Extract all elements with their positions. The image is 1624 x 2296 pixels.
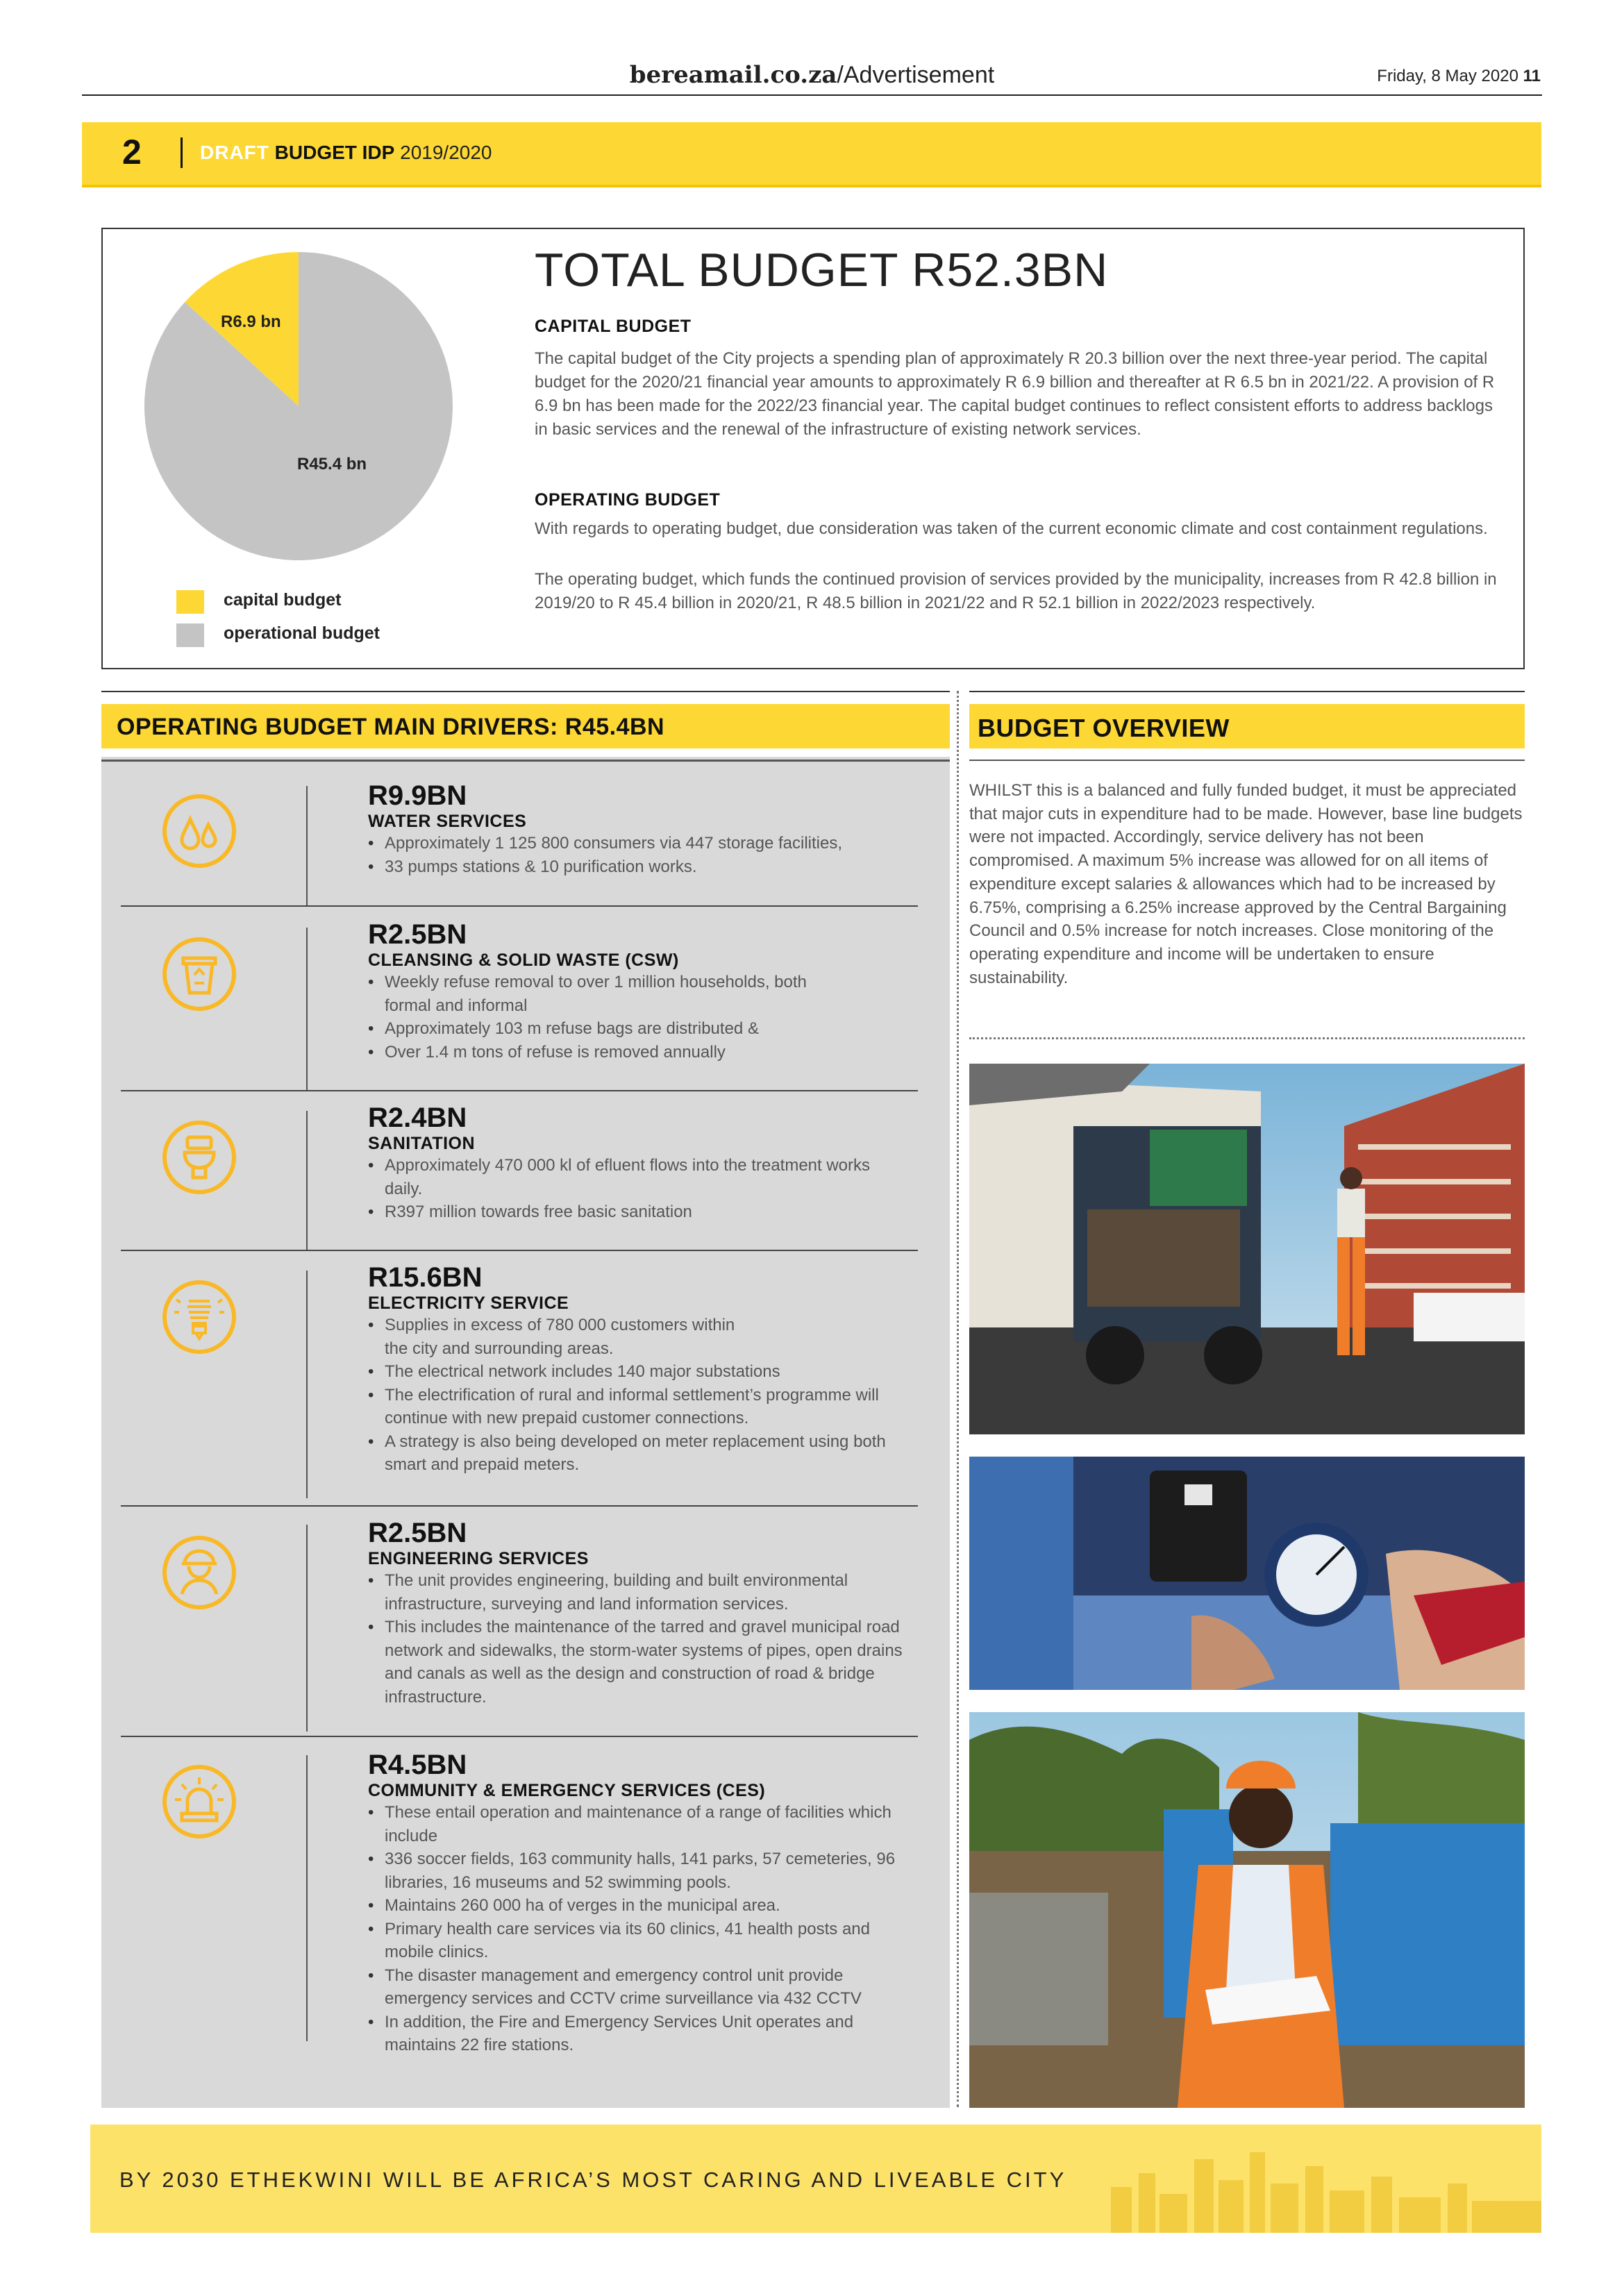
driver-bullets: [368, 971, 854, 1064]
masthead-site[interactable]: bereamail.co.za: [629, 61, 837, 89]
driver-bullet: • 33 pumps stations & 10 purification works.: [368, 855, 916, 879]
overview-heading: BUDGET OVERVIEW: [978, 714, 1230, 742]
masthead-date: Friday, 8 May 2020: [1377, 67, 1518, 85]
operating-budget-heading: OPERATING BUDGET: [535, 490, 721, 510]
driver-amount: R2.5BN: [368, 1518, 467, 1548]
legend-label-operational: operational budget: [224, 623, 380, 643]
band-year: 2019/2020: [400, 142, 492, 163]
band-budget-idp: BUDGET IDP: [274, 142, 395, 163]
driver-bullet: • Primary health care services via its 60 clinics, 41 health posts and mobile clinics.: [368, 1918, 916, 1964]
driver-bullet: • The unit provides engineering, building and built environmental infrastructure, surveying and land information services.: [368, 1569, 916, 1616]
drivers-vline-5: [306, 1525, 308, 1732]
drivers-heading-rule: [101, 760, 950, 762]
driver-bullet: • The electrification of rural and informal settlement’s programme will continue with new prepaid customer connections.: [368, 1384, 923, 1430]
drivers-heading: OPERATING BUDGET MAIN DRIVERS: R45.4BN: [117, 714, 665, 740]
toilet-icon: [161, 1119, 237, 1196]
masthead-section: /Advertisement: [837, 62, 995, 88]
skyline-graphic: [1055, 2125, 1541, 2233]
driver-amount: R2.5BN: [368, 919, 467, 950]
driver-bullet: • The disaster management and emergency control unit provide emergency services and CCTV crime surveillance via 432 CCTV: [368, 1964, 916, 2011]
operating-budget-text-2: The operating budget, which funds the continued provision of services provided by the municipality, increases from R 42.8 billion in 2019/20 to R 45.4 billion in 2020/21, R 48.5 billion in 2021/22 and R 52.1 billion in 2022/2023 respectively.: [535, 570, 1497, 612]
driver-electricity: [368, 1262, 923, 1477]
overview-heading-bar: [969, 704, 1525, 748]
drivers-vline-6: [306, 1755, 308, 2041]
overview-text: WHILST this is a balanced and fully funded budget, it must be appreciated that major cuts in expenditure had to be made. However, base line budgets were not impacted. Accordingly, service delivery has not been compromised. A maximum 5% increase was allowed for on all items of expenditure except salaries & allowances which had to be increased by 6.75%, comprising a 6.25% increase approved by the Central Bargaining Council and 0.5% increase for notch increases. Close monitoring of the operating expenditure and income will be undertaken to ensure sustainability.: [969, 781, 1523, 987]
driver-bullets: [368, 1154, 896, 1224]
driver-bullets: [368, 1314, 923, 1477]
footer-tagline: BY 2030 ETHEKWINI WILL BE AFRICA’S MOST CARING AND LIVEABLE CITY: [119, 2168, 1067, 2192]
driver-bullet: • A strategy is also being developed on meter replacement using both smart and prepaid meters.: [368, 1430, 923, 1477]
driver-bullet: • Approximately 103 m refuse bags are distributed &: [368, 1017, 854, 1041]
drivers-row-divider-4: [121, 1505, 918, 1507]
driver-bullet: • 336 soccer fields, 163 community halls, 141 parks, 57 cemeteries, 96 libraries, 16 museums and 52 swimming pools.: [368, 1847, 916, 1894]
masthead-date-line: [1377, 67, 1541, 86]
band-draft: DRAFT: [200, 142, 269, 163]
recycle-bin-icon: [161, 936, 237, 1012]
driver-csw: [368, 919, 916, 1064]
drivers-vline-4: [306, 1271, 308, 1498]
driver-sanitation: [368, 1103, 916, 1224]
driver-bullets: [368, 832, 916, 878]
driver-bullet: • Approximately 470 000 kl of efluent flows into the treatment works daily.: [368, 1154, 896, 1200]
drivers-vline-2: [306, 928, 308, 1090]
engineer-icon: [161, 1534, 237, 1611]
driver-ces: [368, 1750, 923, 2057]
drivers-top-rule: [101, 691, 950, 692]
refuse-truck-photo: [969, 1064, 1525, 1434]
driver-bullet: • Over 1.4 m tons of refuse is removed annually: [368, 1041, 854, 1064]
band-page-number: 2: [122, 133, 142, 171]
driver-bullets: [368, 1569, 916, 1709]
driver-bullet: • In addition, the Fire and Emergency Services Unit operates and maintains 22 fire stations.: [368, 2011, 916, 2057]
driver-category: CLEANSING & SOLID WASTE (CSW): [368, 950, 679, 970]
driver-amount: R4.5BN: [368, 1750, 467, 1780]
driver-bullet: • Weekly refuse removal to over 1 million households, both formal and informal: [368, 971, 854, 1017]
legend-label-capital: capital budget: [224, 590, 342, 610]
drivers-vline-1: [306, 786, 308, 905]
driver-bullet: • This includes the maintenance of the tarred and gravel municipal road network and sidewalks, the storm-water systems of pipes, open drains and canals as well as the design and construction of road & bridge infrastructure.: [368, 1616, 916, 1709]
footer-band: [90, 2125, 1541, 2233]
driver-category: WATER SERVICES: [368, 812, 527, 831]
driver-bullet: • The electrical network includes 140 major substations: [368, 1360, 923, 1384]
band-title: [200, 142, 492, 164]
emergency-light-icon: [161, 1763, 237, 1840]
masthead-page-number: 11: [1523, 67, 1541, 85]
legend-swatch-capital: [176, 590, 204, 614]
light-bulb-icon: [161, 1279, 237, 1355]
overview-dotted-rule: [969, 1037, 1525, 1039]
water-drops-icon: [161, 793, 237, 869]
column-divider: [957, 691, 959, 2107]
driver-amount: R9.9BN: [368, 780, 467, 811]
drivers-row-divider-3: [121, 1250, 918, 1251]
driver-bullets: [368, 1801, 916, 2057]
drivers-vline-3: [306, 1111, 308, 1250]
driver-category: ELECTRICITY SERVICE: [368, 1293, 569, 1313]
drivers-row-divider-2: [121, 1090, 918, 1091]
driver-bullet: • These entail operation and maintenance of a range of facilities which include: [368, 1801, 916, 1847]
driver-bullet: • R397 million towards free basic sanitation: [368, 1200, 896, 1224]
band-separator: [181, 137, 183, 168]
total-budget-title: TOTAL BUDGET R52.3BN: [535, 244, 1109, 296]
drivers-row-divider-5: [121, 1736, 918, 1737]
capital-budget-text: The capital budget of the City projects a spending plan of approximately R 20.3 billion over the next three-year period. The capital budget for the 2020/21 financial year amounts to approximately R 6.9 billion and thereafter at R 6.5 bn in 2021/22. A provision of R 6.9 bn has been made for the 2022/23 financial year. The capital budget continues to reflect consistent efforts to address backlogs in basic services and the renewal of the infrastructure of existing network services.: [535, 349, 1495, 439]
budget-pie-chart: [139, 246, 458, 566]
driver-bullet: • Approximately 1 125 800 consumers via 447 storage facilities,: [368, 832, 916, 855]
section-band: [82, 122, 1541, 187]
capital-budget-heading: CAPITAL BUDGET: [535, 317, 692, 336]
drivers-heading-bar: [101, 704, 950, 748]
worker-clipboard-photo: [969, 1712, 1525, 2108]
pie-label-capital: R6.9 bn: [221, 312, 281, 331]
drivers-row-divider-1: [121, 905, 918, 907]
operating-budget-text-1: With regards to operating budget, due consideration was taken of the current economic climate and cost containment regulations.: [535, 519, 1488, 538]
driver-bullet: • Maintains 260 000 ha of verges in the municipal area.: [368, 1894, 916, 1918]
overview-top-rule: [969, 691, 1525, 692]
driver-bullet: • Supplies in excess of 780 000 customers within the city and surrounding areas.: [368, 1314, 746, 1360]
overview-heading-rule: [969, 760, 1525, 761]
legend-swatch-operational: [176, 623, 204, 647]
driver-category: SANITATION: [368, 1134, 476, 1153]
driver-water: [368, 780, 916, 878]
driver-amount: R15.6BN: [368, 1262, 483, 1293]
driver-amount: R2.4BN: [368, 1103, 467, 1133]
masthead-rule: [82, 94, 1542, 96]
driver-engineering: [368, 1518, 923, 1709]
driver-category: ENGINEERING SERVICES: [368, 1549, 589, 1568]
blood-pressure-photo: [969, 1457, 1525, 1690]
pie-label-operational: R45.4 bn: [297, 455, 367, 474]
driver-category: COMMUNITY & EMERGENCY SERVICES (CES): [368, 1781, 766, 1800]
